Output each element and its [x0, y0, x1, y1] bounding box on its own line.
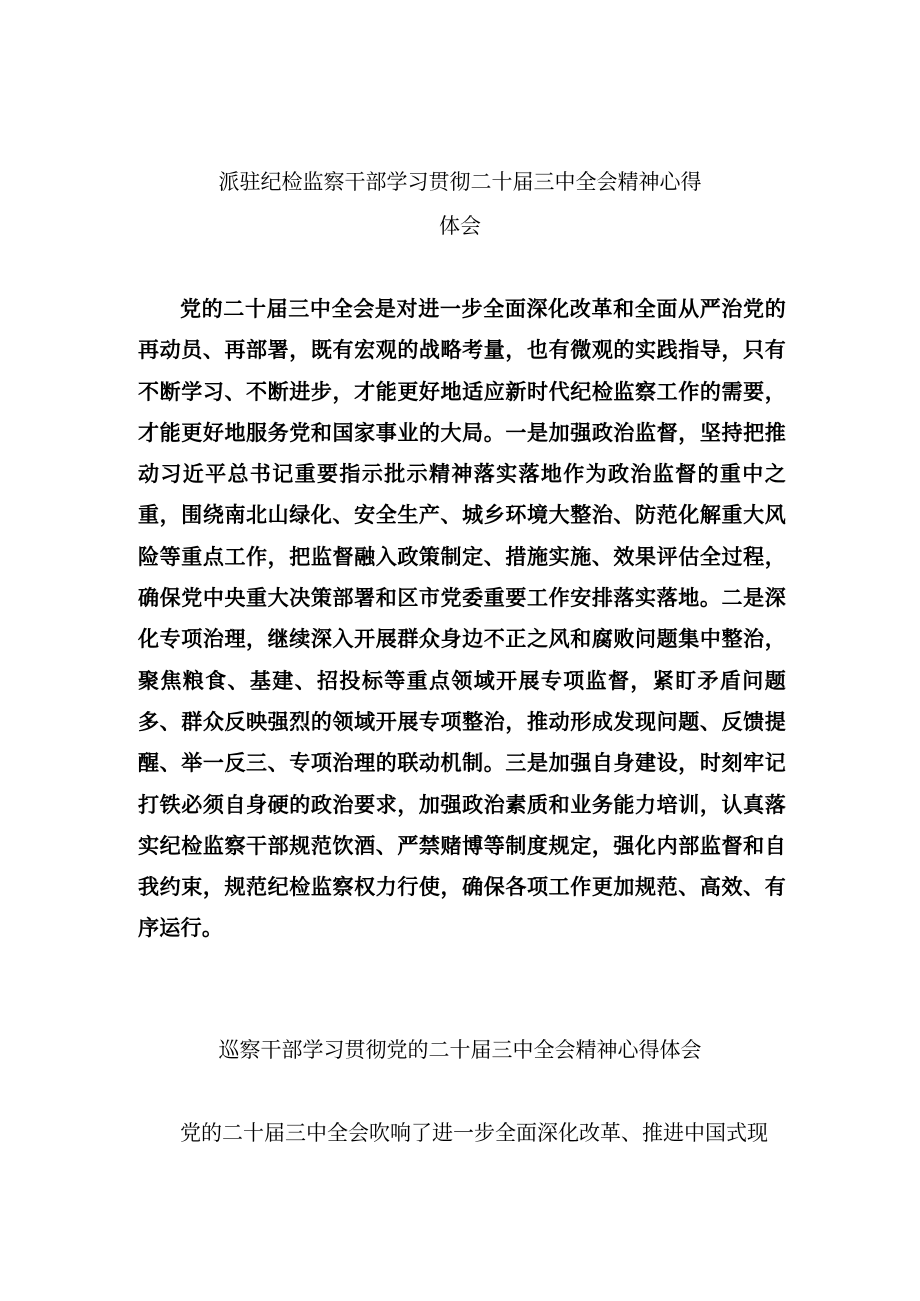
document-title — [0, 160, 920, 248]
body-paragraph-1: 党的二十届三中全会是对进一步全面深化改革和全面从严治党的再动员、再部署，既有宏观的战略考量，也有微观的实践指导，只有不断学习、不断进步，才能更好地适应新时代纪检监察工作的需要，才能更好地服务党和国家事业的大局。一是加强政治监督，坚持把推动习近平总书记重要指示批示精神落实落地作为政治监督的重中之重，围绕南北山绿化、安全生产、城乡环境大整治、防范化解重大风险等重点工作，把监督融入政策制定、措施实施、效果评估全过程，确保党中央重大决策部署和区市党委重要工作安排落实落地。二是深化专项治理，继续深入开展群众身边不正之风和腐败问题集中整治，聚焦粮食、基建、招投标等重点领域开展专项监督，紧盯矛盾问题多、群众反映强烈的领域开展专项整治，推动形成发现问题、反馈提醒、举一反三、专项治理的联动机制。三是加强自身建设，时刻牢记打铁必须自身硬的政治要求，加强政治素质和业务能力培训，认真落实纪检监察干部规范饮酒、严禁赌博等制度规定，强化内部监督和自我约束，规范纪检监察权力行使，确保各项工作更加规范、高效、有序运行。 — [138, 296, 786, 941]
body-paragraph-2: 党的二十届三中全会吹响了进一步全面深化改革、推进中国式现 — [180, 1121, 768, 1145]
title-line-1: 派驻纪检监察干部学习贯彻二十届三中全会精神心得 — [218, 170, 702, 194]
section-subtitle: 巡察干部学习贯彻党的二十届三中全会精神心得体会 — [218, 1038, 702, 1062]
title-line-2: 体会 — [439, 214, 481, 238]
